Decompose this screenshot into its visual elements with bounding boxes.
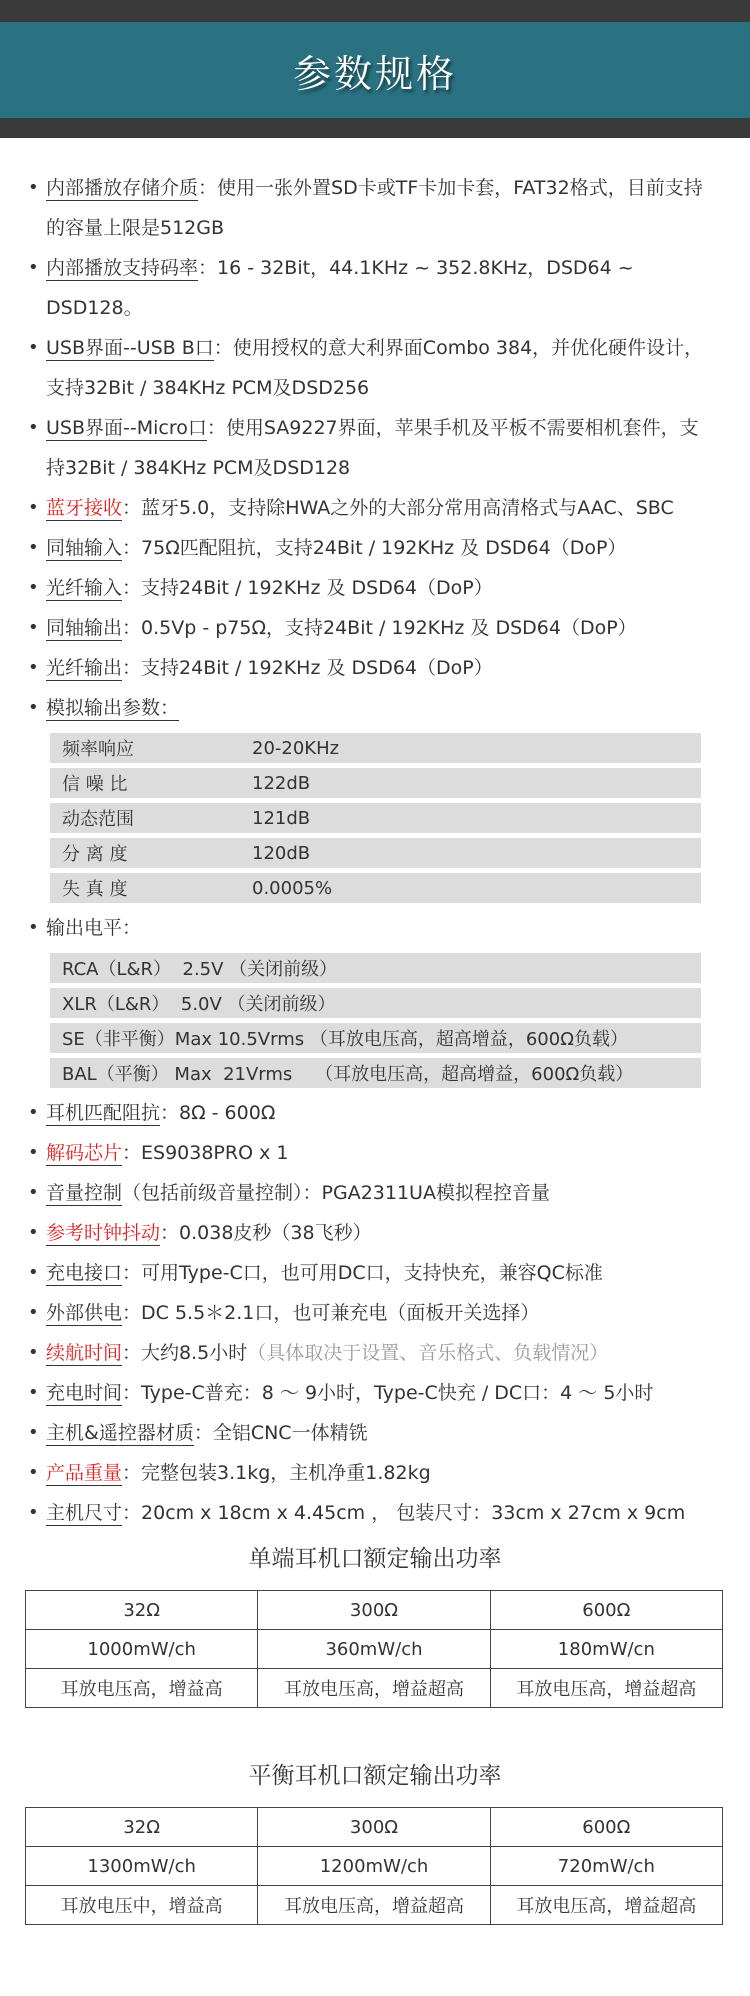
spec-label: 充电时间 bbox=[46, 1382, 123, 1404]
spec-value: ：全铝CNC一体精铣 bbox=[193, 1422, 368, 1444]
output-level-text: XLR（L&R） 5.0V （关闭前级） bbox=[62, 994, 336, 1015]
table-cell: 1300mW/ch bbox=[26, 1847, 258, 1886]
analog-output-rows bbox=[0, 733, 750, 903]
spec-label: 光纤输入 bbox=[46, 577, 123, 599]
spec-item bbox=[0, 248, 750, 328]
spec-item bbox=[0, 328, 750, 408]
spec-label: 主机&遥控器材质 bbox=[46, 1422, 194, 1444]
bullet-icon: • bbox=[28, 417, 39, 438]
output-level-title: 输出电平： bbox=[46, 917, 142, 939]
bullet-icon: • bbox=[28, 257, 39, 278]
spec-value: （包括前级音量控制）：PGA2311UA模拟程控音量 bbox=[122, 1182, 550, 1204]
bullet-icon: • bbox=[28, 1462, 39, 1483]
analog-row bbox=[50, 838, 701, 868]
spec-item bbox=[0, 648, 750, 688]
bullet-icon: • bbox=[28, 1142, 39, 1163]
spec-label: 充电接口 bbox=[46, 1262, 123, 1284]
bullet-icon: • bbox=[28, 1182, 39, 1203]
analog-value: 120dB bbox=[252, 842, 311, 864]
bal-power-table-title: 平衡耳机口额定输出功率 bbox=[248, 1763, 502, 1789]
output-level-rows bbox=[0, 953, 750, 1088]
output-level-row bbox=[50, 1058, 701, 1088]
spec-label: 外部供电 bbox=[46, 1302, 123, 1324]
analog-value: 20-20KHz bbox=[252, 737, 340, 759]
spec-label: 音量控制 bbox=[46, 1182, 123, 1204]
spec-value: ：使用授权的意大利界面Combo 384，并优化硬件设计，支持32Bit / 384KHz PCM及DSD256 bbox=[46, 337, 704, 399]
spec-label: 同轴输入 bbox=[46, 537, 123, 559]
spec-label: 内部播放支持码率 bbox=[46, 257, 199, 279]
spec-item bbox=[0, 408, 750, 488]
spec-value: ：0.5Vp - p75Ω，支持24Bit / 192KHz 及 DSD64（DoP） bbox=[122, 617, 637, 639]
table-cell: 耳放电压高，增益超高 bbox=[490, 1886, 722, 1925]
bullet-icon: • bbox=[28, 1502, 39, 1523]
bullet-icon: • bbox=[28, 1302, 39, 1323]
table-cell: 1000mW/ch bbox=[26, 1630, 258, 1669]
spec-label: 耳机匹配阻抗 bbox=[46, 1102, 161, 1124]
table-row bbox=[26, 1808, 723, 1847]
analog-row bbox=[50, 768, 701, 798]
bullet-icon: • bbox=[28, 577, 39, 598]
table-cell: 耳放电压高，增益高 bbox=[26, 1669, 258, 1708]
analog-row bbox=[50, 803, 701, 833]
spec-value: ：ES9038PRO x 1 bbox=[122, 1142, 289, 1164]
table-row bbox=[26, 1630, 723, 1669]
analog-key: 失 真 度 bbox=[62, 879, 128, 900]
spec-label: 主机尺寸 bbox=[46, 1502, 123, 1524]
analog-output-section bbox=[0, 688, 750, 728]
spec-item bbox=[0, 568, 750, 608]
table-cell: 耳放电压高，增益超高 bbox=[258, 1886, 490, 1925]
spec-value: ：完整包装3.1kg，主机净重1.82kg bbox=[122, 1462, 431, 1484]
spec-item bbox=[0, 1133, 750, 1173]
spec-value: ：支持24Bit / 192KHz 及 DSD64（DoP） bbox=[122, 577, 493, 599]
analog-key: 频率响应 bbox=[62, 739, 134, 760]
table-row bbox=[26, 1669, 723, 1708]
table-cell: 300Ω bbox=[258, 1591, 490, 1630]
spec-value: ：使用SA9227界面，苹果手机及平板不需要相机套件，支持32Bit / 384KHz PCM及DSD128 bbox=[46, 417, 699, 479]
analog-key: 动态范围 bbox=[62, 809, 134, 830]
spec-item bbox=[0, 1493, 750, 1533]
spec-item bbox=[0, 168, 750, 248]
table-cell: 1200mW/ch bbox=[258, 1847, 490, 1886]
se-power-table-title: 单端耳机口额定输出功率 bbox=[248, 1546, 502, 1572]
spec-item bbox=[0, 1333, 750, 1373]
spec-item bbox=[0, 1453, 750, 1493]
output-level-row bbox=[50, 1023, 701, 1053]
bullet-icon: • bbox=[28, 1222, 39, 1243]
bullet-icon: • bbox=[28, 917, 39, 938]
spec-label: 解码芯片 bbox=[46, 1142, 123, 1164]
analog-value: 122dB bbox=[252, 772, 311, 794]
spec-value: ：Type-C普充：8 ～ 9小时，Type-C快充 / DC口：4 ～ 5小时 bbox=[122, 1382, 654, 1404]
top-dark-bar bbox=[0, 0, 750, 22]
table-cell: 600Ω bbox=[490, 1808, 722, 1847]
analog-row bbox=[50, 733, 701, 763]
table-cell: 32Ω bbox=[26, 1808, 258, 1847]
output-level-section bbox=[0, 908, 750, 948]
spec-label: 续航时间 bbox=[46, 1342, 123, 1364]
spec-value: ：75Ω匹配阻抗，支持24Bit / 192KHz 及 DSD64（DoP） bbox=[122, 537, 627, 559]
table-cell: 耳放电压中，增益高 bbox=[26, 1886, 258, 1925]
bullet-icon: • bbox=[28, 497, 39, 518]
spec-value: ：使用一张外置SD卡或TF卡加卡套，FAT32格式，目前支持的容量上限是512GB bbox=[46, 177, 703, 239]
se-power-table bbox=[25, 1590, 723, 1708]
bullet-icon: • bbox=[28, 1422, 39, 1443]
page-title: 参数规格 bbox=[292, 51, 457, 96]
spec-value: ：DC 5.5＊2.1口，也可兼充电（面板开关选择） bbox=[122, 1302, 540, 1324]
table-row bbox=[26, 1847, 723, 1886]
table-row bbox=[26, 1886, 723, 1925]
table-cell: 32Ω bbox=[26, 1591, 258, 1630]
bullet-icon: • bbox=[28, 697, 39, 718]
spec-item bbox=[0, 1373, 750, 1413]
sub-dark-bar bbox=[0, 118, 750, 138]
bullet-icon: • bbox=[28, 337, 39, 358]
spec-note: （具体取决于设置、音乐格式、负载情况） bbox=[247, 1342, 609, 1364]
table-cell: 耳放电压高，增益超高 bbox=[490, 1669, 722, 1708]
spec-item bbox=[0, 1413, 750, 1453]
spec-label: 同轴输出 bbox=[46, 617, 123, 639]
spec-item bbox=[0, 1173, 750, 1213]
spec-label: 内部播放存储介质 bbox=[46, 177, 199, 199]
spec-label: USB界面--Micro口 bbox=[46, 417, 207, 439]
table-cell: 180mW/cn bbox=[490, 1630, 722, 1669]
analog-value: 0.0005% bbox=[252, 877, 333, 899]
bullet-icon: • bbox=[28, 1262, 39, 1283]
spec-item bbox=[0, 488, 750, 528]
output-level-text: BAL（平衡） Max 21Vrms （耳放电压高，超高增益，600Ω负载） bbox=[62, 1064, 634, 1085]
analog-key: 信 噪 比 bbox=[62, 774, 128, 795]
analog-row bbox=[50, 873, 701, 903]
bullet-icon: • bbox=[28, 1382, 39, 1403]
spec-value: ：蓝牙5.0，支持除HWA之外的大部分常用高清格式与AAC、SBC bbox=[122, 497, 674, 519]
table-cell: 耳放电压高，增益超高 bbox=[258, 1669, 490, 1708]
spec-value: ：大约8.5小时 bbox=[122, 1342, 248, 1364]
output-level-row bbox=[50, 988, 701, 1018]
analog-key: 分 离 度 bbox=[62, 844, 128, 865]
output-level-text: RCA（L&R） 2.5V （关闭前级） bbox=[62, 959, 338, 980]
bullet-icon: • bbox=[28, 537, 39, 558]
spec-label: 产品重量 bbox=[46, 1462, 123, 1484]
analog-value: 121dB bbox=[252, 807, 311, 829]
bal-power-table bbox=[25, 1807, 723, 1925]
spec-value: ：支持24Bit / 192KHz 及 DSD64（DoP） bbox=[122, 657, 493, 679]
spec-item bbox=[0, 1093, 750, 1133]
analog-output-title: 模拟输出参数： bbox=[46, 697, 180, 719]
spec-value: ：20cm x 18cm x 4.45cm ， 包装尺寸：33cm x 27cm x 9cm bbox=[122, 1502, 686, 1524]
output-level-text: SE（非平衡）Max 10.5Vrms （耳放电压高，超高增益，600Ω负载） bbox=[62, 1029, 628, 1050]
bullet-icon: • bbox=[28, 177, 39, 198]
bullet-icon: • bbox=[28, 657, 39, 678]
spec-item bbox=[0, 528, 750, 568]
spec-value: ：可用Type-C口，也可用DC口，支持快充，兼容QC标准 bbox=[122, 1262, 603, 1284]
spec-item bbox=[0, 1213, 750, 1253]
table-cell: 600Ω bbox=[490, 1591, 722, 1630]
output-level-row bbox=[50, 953, 701, 983]
spec-list bbox=[0, 168, 750, 1533]
table-cell: 360mW/ch bbox=[258, 1630, 490, 1669]
spec-label: 蓝牙接收 bbox=[46, 497, 123, 519]
table-row bbox=[26, 1591, 723, 1630]
spec-label: USB界面--USB B口 bbox=[46, 337, 214, 359]
spec-item bbox=[0, 608, 750, 648]
bullet-icon: • bbox=[28, 1342, 39, 1363]
table-cell: 720mW/ch bbox=[490, 1847, 722, 1886]
spec-label: 参考时钟抖动 bbox=[46, 1222, 161, 1244]
bullet-icon: • bbox=[28, 1102, 39, 1123]
spec-value: ：16 - 32Bit，44.1KHz ~ 352.8KHz，DSD64 ~ DSD128。 bbox=[46, 257, 634, 319]
table-cell: 300Ω bbox=[258, 1808, 490, 1847]
header-banner bbox=[0, 22, 750, 118]
bullet-icon: • bbox=[28, 617, 39, 638]
spec-item bbox=[0, 1253, 750, 1293]
spec-value: ：0.038皮秒（38飞秒） bbox=[160, 1222, 372, 1244]
spec-label: 光纤输出 bbox=[46, 657, 123, 679]
spec-value: ：8Ω - 600Ω bbox=[160, 1102, 276, 1124]
spec-item bbox=[0, 1293, 750, 1333]
